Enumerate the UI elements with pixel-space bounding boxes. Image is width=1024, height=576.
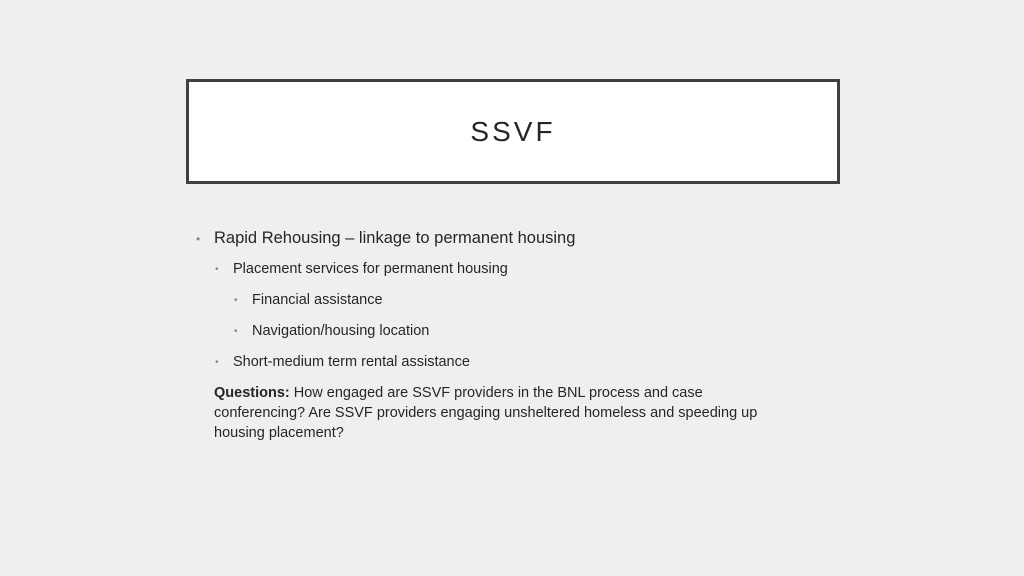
slide-content — [196, 226, 796, 443]
questions-text: How engaged are SSVF providers in the BNL process and case conferencing? Are SSVF providers engaging unsheltered homeless and speeding up housing placement? — [214, 385, 758, 441]
bullet-text: Short-medium term rental assistance — [233, 354, 470, 370]
questions-label: Questions: — [214, 385, 290, 401]
bullet-dot-icon: • — [215, 264, 219, 275]
bullet-text: Placement services for permanent housing — [233, 261, 508, 277]
bullet-navigation-housing — [234, 319, 796, 350]
bullet-dot-icon: • — [215, 357, 219, 368]
title-box — [186, 79, 840, 184]
bullet-rapid-rehousing — [196, 226, 796, 257]
slide-title: SSVF — [470, 115, 556, 147]
bullet-dot-icon: • — [234, 295, 238, 306]
questions-paragraph — [214, 383, 794, 443]
bullet-dot-icon: • — [196, 232, 201, 246]
bullet-dot-icon: • — [234, 326, 238, 337]
bullet-rental-assistance — [215, 350, 796, 381]
bullet-text: Rapid Rehousing – linkage to permanent housing — [214, 229, 576, 247]
bullet-text: Financial assistance — [252, 292, 383, 308]
bullet-placement-services — [215, 257, 796, 288]
bullet-text: Navigation/housing location — [252, 323, 430, 339]
bullet-financial-assistance — [234, 288, 796, 319]
